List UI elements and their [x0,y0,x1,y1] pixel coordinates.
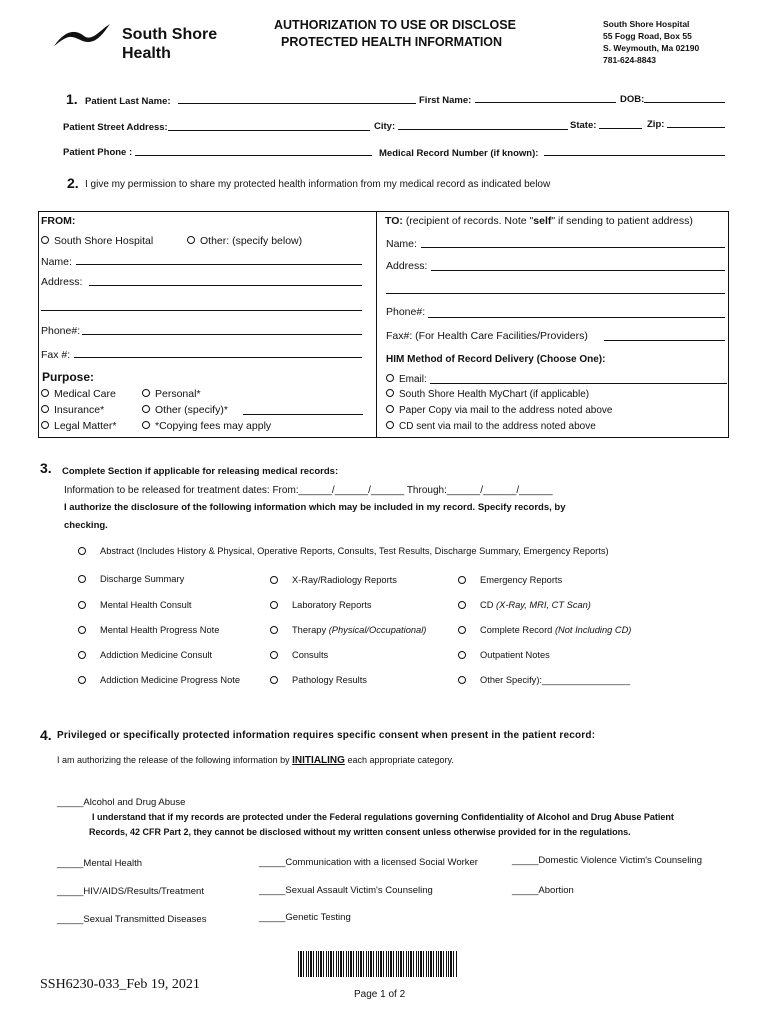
purpose-other[interactable] [142,404,228,416]
radio-icon[interactable] [78,601,86,609]
delivery-mychart[interactable] [386,389,589,400]
to-fax-field[interactable] [604,340,725,341]
record-discharge-summary-label: Discharge Summary [100,574,185,584]
radio-icon[interactable] [78,676,86,684]
first-name-field[interactable] [475,102,616,103]
from-name-label: Name: [41,256,72,268]
radio-icon[interactable] [78,651,86,659]
initial-mental-health[interactable]: _____Mental Health [57,858,143,869]
form-title-line-1: AUTHORIZATION TO USE OR DISCLOSE [274,18,516,32]
state-label: State: [570,120,597,131]
from-phone-label: Phone#: [41,325,81,337]
record-addiction-consult[interactable] [78,650,212,660]
initial-alcohol-drug-abuse[interactable]: _____Alcohol and Drug Abuse [57,797,186,808]
zip-field[interactable] [667,127,725,128]
to-heading-note-self: self [533,215,552,227]
treatment-dates-line[interactable]: Information to be released for treatment dates: From:______/______/______ Through:______/______/______ [64,485,553,496]
record-outpatient-notes-label: Outpatient Notes [480,650,550,660]
purpose-personal[interactable] [142,388,201,400]
form-id: SSH6230-033_Feb 19, 2021 [40,977,200,992]
radio-icon[interactable] [458,651,466,659]
to-heading-note-pre: (recipient of records. Note " [405,215,534,227]
initial-genetic-testing[interactable]: _____Genetic Testing [259,912,351,923]
from-to-divider [376,211,377,438]
radio-icon[interactable] [78,575,86,583]
alcohol-note-line-2: Records, 42 CFR Part 2, they cannot be disclosed without my written consent unless otherwise provided for in the regulations. [89,827,631,837]
initial-domestic-violence[interactable]: _____Domestic Violence Victim's Counseling [512,855,702,866]
state-field[interactable] [599,128,642,129]
purpose-medical-care-label: Medical Care [54,388,116,400]
copying-fees-label: *Copying fees may apply [155,420,272,432]
copying-fees-note [142,420,271,432]
hospital-address-line-3: S. Weymouth, Ma 02190 [603,43,700,53]
record-laboratory-label: Laboratory Reports [292,600,372,610]
record-complete-label: Complete Record [480,625,553,635]
record-mental-health-consult-label: Mental Health Consult [100,600,192,610]
section-1-number: 1. [66,91,78,107]
street-address-label: Patient Street Address: [63,122,168,133]
logo-text-line-1: South Shore [122,26,218,43]
city-label: City: [374,121,396,132]
street-address-field[interactable] [168,130,370,131]
purpose-medical-care[interactable] [41,388,116,400]
initial-sexual-assault[interactable]: _____Sexual Assault Victim's Counseling [259,885,433,896]
radio-icon[interactable] [270,626,278,634]
to-phone-label: Phone#: [386,306,426,318]
from-address-field-2[interactable] [41,310,362,311]
logo [52,20,222,70]
record-therapy[interactable] [270,625,426,635]
purpose-legal-matter[interactable] [41,420,116,432]
radio-icon[interactable] [270,576,278,584]
initialing-pre: I am authorizing the release of the following information by [57,755,290,765]
radio-icon[interactable] [41,421,49,429]
purpose-insurance[interactable] [41,404,104,416]
radio-icon[interactable] [142,389,150,397]
record-cd-note: (X-Ray, MRI, CT Scan) [496,600,591,610]
delivery-email-field[interactable] [430,383,727,384]
dob-field[interactable] [644,102,725,103]
record-consults-label: Consults [292,650,329,660]
radio-icon[interactable] [458,676,466,684]
radio-icon[interactable] [270,676,278,684]
delivery-paper-copy-label: Paper Copy via mail to the address noted above [399,405,613,416]
purpose-insurance-label: Insurance* [54,404,105,416]
record-complete-note: (Not Including CD) [554,625,632,635]
patient-last-name-label: Patient Last Name: [85,96,171,107]
from-option-1-label: South Shore Hospital [54,235,154,247]
initial-social-worker[interactable]: _____Communication with a licensed Social Worker [259,857,478,868]
delivery-cd[interactable] [386,421,596,432]
from-option-2-label: Other: (specify below) [200,235,303,247]
delivery-paper-copy[interactable] [386,405,612,416]
delivery-email-label: Email: [399,374,427,385]
delivery-cd-label: CD sent via mail to the address noted above [399,421,596,432]
purpose-other-label: Other (specify)* [155,404,228,416]
record-emergency-label: Emergency Reports [480,575,563,585]
to-address-label: Address: [386,260,428,272]
logo-text-line-2: Health [122,45,171,62]
permission-statement: I give my permission to share my protected health information from my medical record as indicated below [85,179,551,190]
section-3-number: 3. [40,460,52,476]
from-address-field-1[interactable] [89,285,362,286]
authorize-disclosure-line-2: checking. [64,520,108,531]
radio-icon[interactable] [78,547,86,555]
radio-icon[interactable] [386,389,394,397]
record-laboratory[interactable] [270,600,372,610]
patient-phone-field[interactable] [135,155,372,156]
radio-icon[interactable] [270,651,278,659]
record-therapy-label: Therapy [292,625,327,635]
purpose-heading: Purpose: [42,370,95,384]
purpose-personal-label: Personal* [155,388,201,400]
record-xray[interactable] [270,575,397,585]
radio-icon[interactable] [41,236,49,244]
from-phone-field[interactable] [82,334,362,335]
radio-icon[interactable] [458,576,466,584]
from-address-label: Address: [41,276,83,288]
to-heading: TO: [385,215,403,227]
section-4-number: 4. [40,727,52,743]
to-phone-field[interactable] [428,317,725,318]
initial-abortion[interactable]: _____Abortion [512,885,574,896]
from-fax-label: Fax #: [41,349,71,361]
initialing-post: each appropriate category. [347,755,454,765]
zip-label: Zip: [647,119,665,130]
initial-hiv-aids[interactable]: _____HIV/AIDS/Results/Treatment [57,886,204,897]
medical-record-number-label: Medical Record Number (if known): [379,148,539,159]
record-therapy-note: (Physical/Occupational) [328,625,427,635]
to-address-field-2[interactable] [386,293,725,294]
record-abstract-label: Abstract (Includes History & Physical, Operative Reports, Consults, Test Results, Discharge Summary, Emergency Reports) [100,546,609,556]
radio-icon[interactable] [458,626,466,634]
record-emergency[interactable] [458,575,562,585]
radio-icon[interactable] [270,601,278,609]
record-complete[interactable] [458,625,631,635]
radio-icon[interactable] [386,421,394,429]
section-4-heading: Privileged or specifically protected information requires specific consent when present in the patient record: [57,730,596,741]
purpose-other-field[interactable] [243,414,363,415]
to-fax-label: Fax#: (For Health Care Facilities/Providers) [386,330,588,342]
hospital-phone: 781-624-8843 [603,55,656,65]
initialing-bold: INITIALING [292,755,345,766]
to-heading-row [385,215,693,227]
to-address-field-1[interactable] [431,270,725,271]
city-field[interactable] [398,129,568,130]
hospital-address-line-2: 55 Fogg Road, Box 55 [603,31,692,41]
radio-icon[interactable] [386,405,394,413]
delivery-method-heading: HIM Method of Record Delivery (Choose One): [386,354,606,365]
from-heading: FROM: [41,215,76,227]
record-addiction-progress-label: Addiction Medicine Progress Note [100,675,241,685]
page-number: Page 1 of 2 [354,989,406,1000]
radio-icon[interactable] [78,626,86,634]
radio-icon[interactable] [386,374,394,382]
record-xray-label: X-Ray/Radiology Reports [292,575,397,585]
radio-icon[interactable] [187,236,195,244]
from-option-other[interactable] [187,235,302,247]
purpose-legal-matter-label: Legal Matter* [54,420,117,432]
radio-icon[interactable] [142,405,150,413]
record-pathology-label: Pathology Results [292,675,367,685]
from-option-south-shore-hospital[interactable] [41,235,153,247]
radio-icon[interactable] [41,405,49,413]
medical-record-number-field[interactable] [544,155,725,156]
record-outpatient-notes[interactable] [458,650,550,660]
to-name-field[interactable] [421,247,725,248]
from-fax-field[interactable] [74,357,362,358]
record-mental-health-progress-label: Mental Health Progress Note [100,625,220,635]
alcohol-note-line-1: I understand that if my records are protected under the Federal regulations governing Confidentiality of Alcohol and Drug Abuse Patient [92,812,674,822]
record-abstract[interactable] [78,546,609,556]
initialing-instruction [57,755,454,766]
radio-icon [142,421,150,429]
record-addiction-progress[interactable] [78,675,240,685]
radio-icon[interactable] [41,389,49,397]
record-cd[interactable] [458,600,591,610]
patient-last-name-field[interactable] [178,103,416,104]
to-name-label: Name: [386,238,417,250]
record-consults[interactable] [270,650,328,660]
initial-std[interactable]: _____Sexual Transmitted Diseases [57,914,207,925]
hospital-address-line-1: South Shore Hospital [603,19,690,29]
first-name-label: First Name: [419,95,472,106]
record-other[interactable] [458,675,630,685]
section-3-heading: Complete Section if applicable for releasing medical records: [62,466,339,477]
record-mental-health-progress[interactable] [78,625,219,635]
patient-phone-label: Patient Phone : [63,147,133,158]
record-cd-label: CD [480,600,494,610]
radio-icon[interactable] [458,601,466,609]
wave-logo-icon [52,20,132,50]
form-title-line-2: PROTECTED HEALTH INFORMATION [281,35,503,49]
delivery-email[interactable] [386,374,427,385]
record-other-label: Other Specify):_________________ [480,675,630,685]
to-heading-note-post: " if sending to patient address) [551,215,693,227]
record-pathology[interactable] [270,675,367,685]
dob-label: DOB: [620,94,645,105]
record-discharge-summary[interactable] [78,574,184,584]
record-addiction-consult-label: Addiction Medicine Consult [100,650,213,660]
barcode [298,951,458,977]
record-mental-health-consult[interactable] [78,600,191,610]
delivery-mychart-label: South Shore Health MyChart (if applicable) [399,389,590,400]
authorize-disclosure-line-1: I authorize the disclosure of the following information which may be included in my record. Specify records, by [64,502,566,513]
from-name-field[interactable] [76,264,362,265]
section-2-number: 2. [67,175,79,191]
